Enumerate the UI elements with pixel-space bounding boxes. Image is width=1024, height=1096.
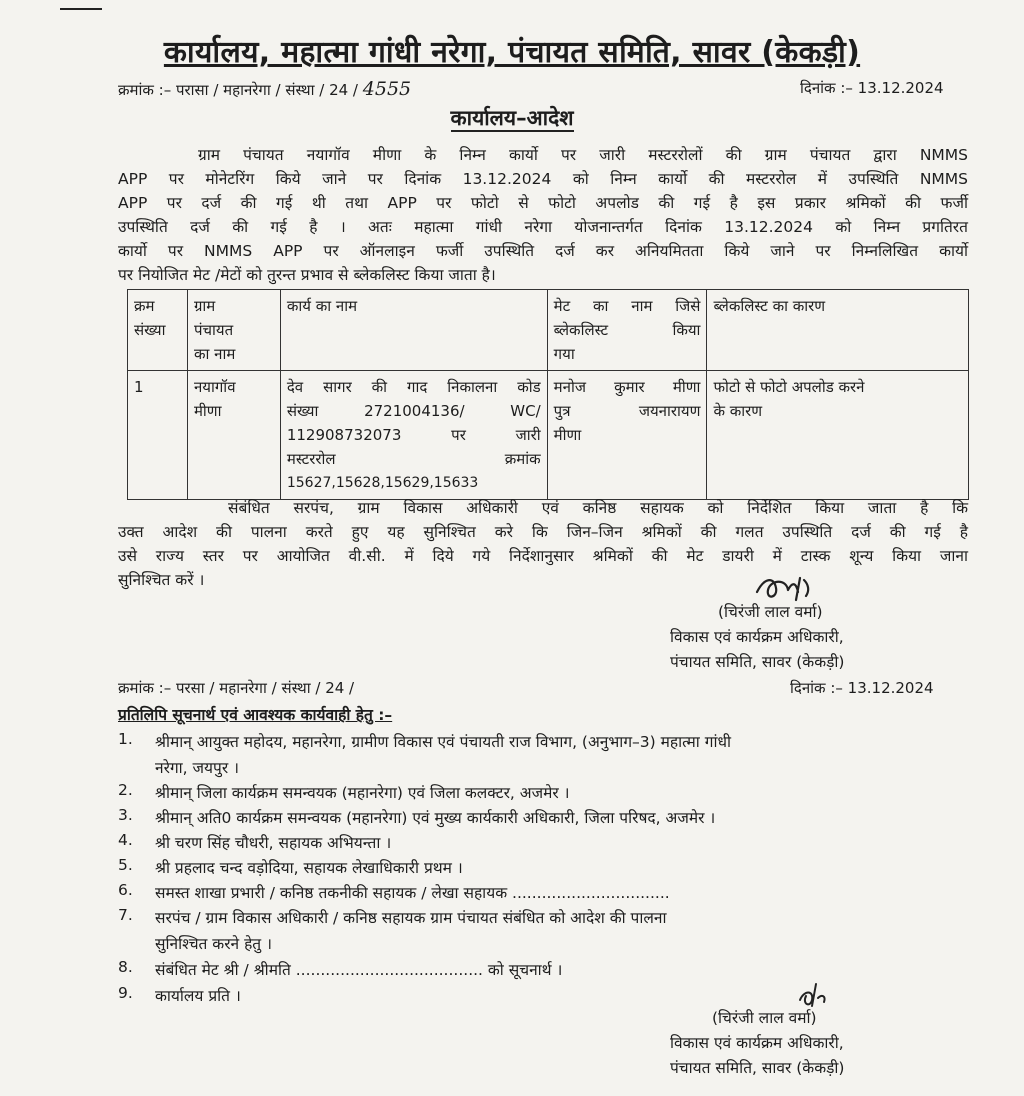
order-heading: कार्यालय–आदेश (450, 106, 574, 130)
cell-mate: मनोज कुमार मीणा पुत्र जयनारायण मीणा (547, 371, 707, 500)
copy-list: 1. श्रीमान् आयुक्त महोदय, महानरेगा, ग्रामीण विकास एवं पंचायती राज विभाग, (अनुभाग–3) महात्मा गांधी नरेगा, जयपुर । 2. श्रीमान् जिला कार्यक्रम समन्वयक (महानरेगा) एवं जिला कलक्टर, अजमेर । 3. श्रीमान् अति0 कार्यक्रम समन्वयक (महानरेगा) एवं मुख्य कार्यकारी अधिकारी, जिला परिषद, अजमेर । 4. श्री चरण सिंह चौधरी, सहायक अभियन्ता । 5. श्री प्रहलाद चन्द वड़ोदिया, सहायक लेखाधिकारी प्रथम । 6. समस्त शाखा प्रभारी / कनिष्ठ तकनीकी सहायक / लेखा सहायक ................................ 7. सरपंच / ग्राम विकास अधिकारी / कनिष्ठ सहायक ग्राम पंचायत संबंधित को आदेश की पालना सुनिश्चित करने हेतु । 8. संबंधित मेट श्री / श्रीमति ...................................... को सूचनार्थ । 9. कार्यालय प्रति । (118, 730, 732, 1005)
body-line: APP पर दर्ज की गई थी तथा APP पर फोटो से फोटो अपलोड की गई है इस प्रकार श्रमिकों की फर्जी (118, 194, 968, 212)
cell-work: देव सागर की गाद निकालना कोड संख्या 2721004136/ WC/ 112908732073 पर जारी मस्टररोल क्रमांक 15627,15628,15629,15633 (280, 371, 547, 500)
directive-line: सुनिश्चित करें । (118, 571, 205, 589)
top-edge-mark (60, 8, 102, 10)
signatory-name: (चिरंजी लाल वर्मा) (718, 603, 823, 621)
directive-line: उक्त आदेश की पालना करते हुए यह सुनिश्चित करे कि जिन–जिन श्रमिकों की गलत उपस्थिति दर्ज की गई है (118, 523, 968, 541)
body-line: ग्राम पंचायत नयागॉव मीणा के निम्न कार्यो पर जारी मस्टररोलों की ग्राम पंचायत द्वारा NMMS (198, 146, 968, 164)
copy-reference-number: क्रमांक :– परसा / महानरेगा / संस्था / 24 / (118, 679, 355, 697)
signature-designation-2: विकास एवं कार्यक्रम अधिकारी, पंचायत समिति, सावर (केकड़ी) (670, 1034, 845, 1077)
directive-line: संबंधित सरपंच, ग्राम विकास अधिकारी एवं कनिष्ठ सहायक को निर्देशित किया जाता है कि (228, 499, 968, 517)
body-line: APP पर मोनेटरिंग किये जाने पर दिनांक 13.12.2024 को निम्न कार्यो की मस्टररोल में उपस्थिति NMMS (118, 170, 968, 188)
header-work: कार्य का नाम (280, 290, 547, 371)
directive-line: उसे राज्य स्तर पर आयोजित वी.सी. में दिये गये निर्देशानुसार श्रमिकों की मेट डायरी में टास्क शून्य किया जाना (118, 547, 968, 565)
copy-date: दिनांक :– 13.12.2024 (790, 679, 934, 697)
signature-designation-1: विकास एवं कार्यक्रम अधिकारी, पंचायत समिति, सावर (केकड़ी) (670, 628, 845, 671)
reference-number: क्रमांक :– परासा / महानरेगा / संस्था / 24 / 4555 (118, 78, 412, 100)
order-date: दिनांक :– 13.12.2024 (800, 79, 944, 97)
body-line: कार्यो पर NMMS APP पर ऑनलाइन फर्जी उपस्थिति दर्ज कर अनियमितता किये जाने पर निम्नलिखित कार्यो (118, 242, 968, 260)
body-line: पर नियोजित मेट /मेटों को तुरन्त प्रभाव से ब्लेकलिस्ट किया जाता है। (118, 266, 496, 284)
body-line: उपस्थिति दर्ज की गई है । अतः महात्मा गांधी नरेगा योजनान्तर्गत दिनांक 13.12.2024 को निम्न प्रगतिरत (118, 218, 968, 236)
header-reason: ब्लेकलिस्ट का कारण (707, 290, 969, 371)
handwritten-number: 4555 (362, 78, 412, 100)
signature-block-2 (712, 1006, 817, 1031)
cell-panchayat: नयागॉव मीणा (187, 371, 280, 500)
header-panchayat: ग्राम पंचायत का नाम (187, 290, 280, 371)
signatory-name: (चिरंजी लाल वर्मा) (712, 1009, 817, 1027)
header-mate: मेट का नाम जिसे ब्लेकलिस्ट किया गया (547, 290, 707, 371)
cell-sno: 1 (128, 371, 188, 500)
copy-heading: प्रतिलिपि सूचनार्थ एवं आवश्यक कार्यवाही हेतु :– (118, 706, 393, 724)
office-title: कार्यालय, महात्मा गांधी नरेगा, पंचायत समिति, सावर (केकड़ी) (163, 35, 861, 70)
header-sno: क्रम संख्या (128, 290, 188, 371)
cell-reason: फोटो से फोटो अपलोड करने के कारण (707, 371, 969, 500)
